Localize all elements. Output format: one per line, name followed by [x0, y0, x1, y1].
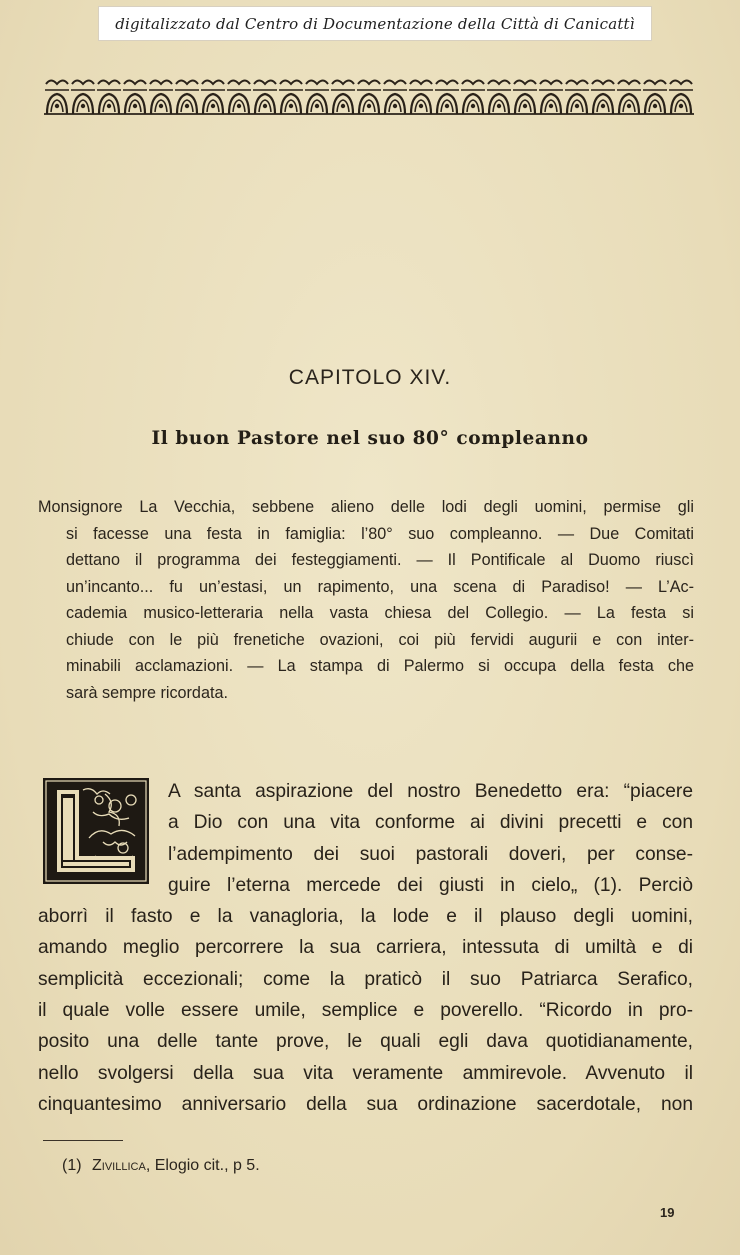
body-line: nello svolgersi della sua vita veramente ammirevole. Avvenuto il [38, 1062, 693, 1084]
body-line: amando meglio percorrere la sua carriera, intessuta di umiltà e di [38, 937, 693, 959]
chapter-title: Il buon Pastore nel suo 80° compleanno [151, 428, 589, 449]
summary-line: si facesse una festa in famiglia: l’80° suo compleanno. — Due Comitati [66, 524, 694, 543]
body-line: aborrì il fasto e la vanagloria, la lode e il plauso degli uomini, [38, 906, 693, 928]
summary-line: dettano il programma dei festeggiamenti. — Il Pontificale al Duomo riuscì [66, 551, 694, 569]
summary-line: minabili acclamazioni. — La stampa di Palermo si occupa della festa che [66, 657, 694, 675]
chapter-summary [38, 494, 694, 706]
footnote-marker: (1) [62, 1157, 82, 1174]
chapter-label: CAPITOLO XIV. [288, 366, 452, 389]
summary-line: cademia musico-letteraria nella vasta chiesa del Collegio. — La festa si [66, 604, 694, 622]
digitization-watermark: digitalizzato dal Centro di Documentazione della Città di Canicattì [98, 6, 652, 41]
summary-line: chiude con le più frenetiche ovazioni, coi più fervidi augurii e con inter- [66, 630, 694, 649]
summary-line: sarà sempre ricordata. [66, 683, 228, 702]
body-line: semplicità eccezionali; come la praticò il suo Patriarca Serafico, [38, 968, 693, 990]
footnote-divider [43, 1140, 123, 1141]
body-line: A santa aspirazione del nostro Benedetto era: “piacere [168, 781, 693, 802]
body-line: il quale volle essere umile, semplice e poverello. “Ricordo in pro- [38, 1000, 693, 1022]
body-text [38, 776, 693, 1120]
body-line: posito una delle tante prove, le quali egli dava quotidianamente, [38, 1031, 693, 1053]
page-number: 19 [660, 1205, 675, 1220]
footnote [62, 1157, 260, 1175]
summary-line: un’incanto... fu un’estasi, un rapimento, una scena di Paradiso! — L’Ac- [66, 577, 694, 596]
summary-line: Monsignore La Vecchia, sebbene alieno delle lodi degli uomini, permise gli [38, 498, 694, 516]
body-line: cinquantesimo anniversario della sua ordinazione sacerdotale, non [38, 1093, 693, 1115]
body-line: l’adempimento dei suoi pastorali doveri, per conse- [168, 843, 693, 865]
body-line: guire l’eterna mercede dei giusti in cielo„ (1). Perciò [168, 874, 693, 896]
body-line: a Dio con una vita conforme ai divini precetti e con [168, 812, 693, 834]
footnote-text: , Elogio cit., p 5. [145, 1157, 260, 1174]
footnote-author: Zivillica [92, 1157, 146, 1174]
decorative-header-band [44, 76, 694, 116]
